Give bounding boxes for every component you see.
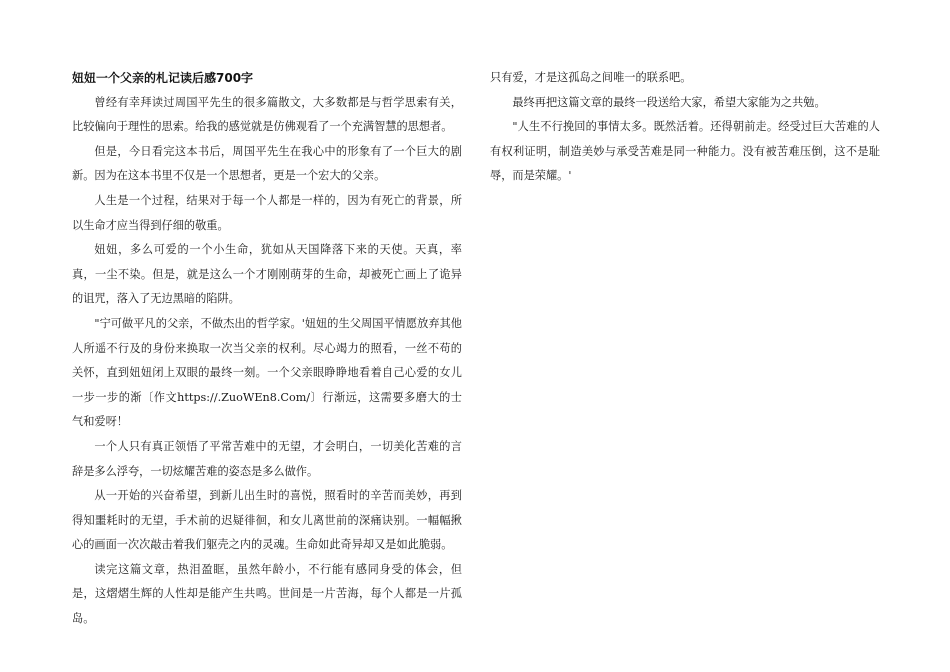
paragraph-2: 但是，今日看完这本书后，周国平先生在我心中的形象有了一个巨大的剧新。因为在这本书里不仅是一个思想者，更是一个宏大的父亲。 bbox=[72, 144, 462, 183]
right-column bbox=[490, 66, 880, 189]
paragraph-9: 最终再把这篇文章的最终一段送给大家，希望大家能为之共勉。 bbox=[512, 95, 826, 109]
paragraph-8: 读完这篇文章，热泪盈眶，虽然年龄小，不行能有感同身受的体会，但是，这熠熠生辉的人性却是能产生共鸣。世间是一片苦海，每个人都是一片孤岛。 bbox=[72, 562, 462, 626]
paragraph-3: 人生是一个过程，结果对于每一个人都是一样的，因为有死亡的背景，所以生命才应当得到仔细的敬重。 bbox=[72, 193, 462, 232]
paragraph-5: "宁可做平凡的父亲，不做杰出的哲学家。'妞妞的生父周国平情愿放弃其他人所遥不行及的身份来换取一次当父亲的权利。尽心竭力的照看，一丝不苟的关怀，直到妞妞闭上双眼的最终一刻。一个父亲眼睁睁地看着自己心爱的女儿一步一步的渐〔作文https://.ZuoWEn8.Com/〕行渐远，这需要多磨大的士气和爱呀！ bbox=[72, 316, 462, 429]
paragraph-10: "人生不行挽回的事情太多。既然活着。还得朝前走。经受过巨大苦难的人有权利证明，制造美妙与承受苦难是同一种能力。没有被苦难压倒，这不是耻辱，而是荣耀。' bbox=[490, 120, 880, 183]
paragraph-7: 从一开始的兴奋希望，到新儿出生时的喜悦，照看时的辛苦而美妙，再到得知噩耗时的无望，手术前的迟疑徘徊，和女儿离世前的深痛诀别。一幅幅揪心的画面一次次敲击着我们躯壳之内的灵魂。生命如此奇异却又是如此脆弱。 bbox=[72, 489, 462, 552]
paragraph-6: 一个人只有真正领悟了平常苦难中的无望，才会明白，一切美化苦难的言辞是多么浮夸，一切炫耀苦难的姿态是多么做作。 bbox=[72, 439, 462, 478]
left-column bbox=[72, 66, 462, 632]
paragraph-1: 曾经有幸拜读过周国平先生的很多篇散文，大多数都是与哲学思索有关，比较偏向于理性的思索。给我的感觉就是仿佛观看了一个充满智慧的思想者。 bbox=[72, 95, 462, 134]
paragraph-4: 妞妞，多么可爱的一个小生命，犹如从天国降落下来的天使。天真，率真，一尘不染。但是，就是这么一个才刚刚萌芽的生命，却被死亡画上了诡异的诅咒，落入了无边黑暗的陷阱。 bbox=[72, 243, 462, 306]
article-title: 妞妞一个父亲的札记读后感700字 bbox=[72, 71, 254, 85]
paragraph-8-continued: 只有爱，才是这孤岛之间唯一的联系吧。 bbox=[490, 71, 692, 84]
